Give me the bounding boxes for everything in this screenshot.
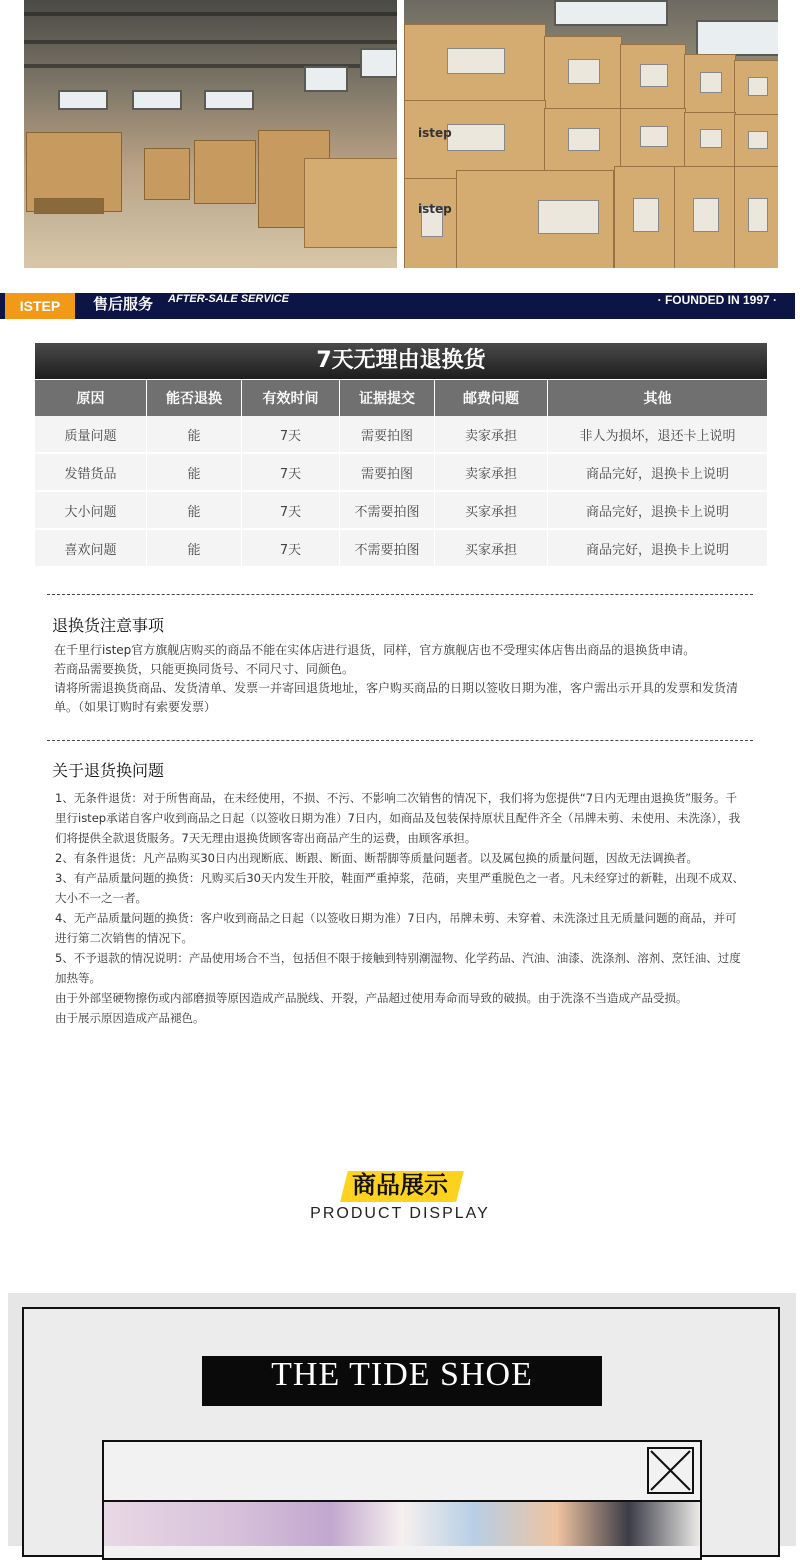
banner-title-en: AFTER-SALE SERVICE bbox=[168, 293, 290, 305]
table-cell: 卖家承担 bbox=[435, 454, 548, 492]
box-stack bbox=[144, 148, 190, 200]
after-sale-banner bbox=[0, 293, 795, 319]
policy-title: 7天无理由退换货 bbox=[35, 343, 767, 379]
about-title: 关于退货换问题 bbox=[52, 761, 165, 780]
box bbox=[674, 166, 736, 268]
notice-line: 在千里行istep官方旗舰店购买的商品不能在实体店进行退货，同样，官方旗舰店也不受理实体店售出商品的退换货申请。 bbox=[54, 643, 696, 657]
table-cell: 商品完好，退换卡上说明 bbox=[548, 492, 767, 530]
notice-text bbox=[54, 641, 744, 717]
table-cell: 能 bbox=[147, 454, 242, 492]
warehouse-photo-left bbox=[24, 0, 397, 268]
table-cell: 需要拍图 bbox=[340, 416, 435, 454]
box bbox=[544, 108, 622, 174]
box bbox=[404, 178, 458, 268]
about-line: 由于外部坚硬物擦伤或内部磨损等原因造成产品脱线、开裂，产品超过使用寿命而导致的破损。由于洗涤不当造成产品受损。 bbox=[55, 991, 688, 1005]
table-header: 能否退换 bbox=[147, 380, 242, 416]
table-cell: 非人为损坏，退还卡上说明 bbox=[548, 416, 767, 454]
table-cell: 质量问题 bbox=[35, 416, 147, 454]
notice-line: 若商品需要换货，只能更换同货号、不同尺寸、同颜色。 bbox=[54, 662, 355, 676]
table-row bbox=[35, 492, 767, 530]
table-cell: 需要拍图 bbox=[340, 454, 435, 492]
brand-logo: ISTEP bbox=[5, 293, 75, 319]
policy-table bbox=[35, 380, 767, 568]
dashed-divider bbox=[47, 740, 753, 741]
about-line: 2、有条件退货：凡产品购买30日内出现断底、断跟、断面、断帮脚等质量问题者。以及属包换的质量问题，因故无法调换者。 bbox=[55, 851, 698, 865]
table-cell: 卖家承担 bbox=[435, 416, 548, 454]
table-header-row bbox=[35, 380, 767, 416]
box bbox=[544, 36, 622, 110]
warehouse-window bbox=[132, 90, 182, 110]
table-header: 其他 bbox=[548, 380, 767, 416]
table-row bbox=[35, 530, 767, 568]
about-line: 4、无产品质量问题的换货：客户收到商品之日起（以签收日期为准）7日内，吊牌未剪、未穿着、未洗涤过且无质量问题的商品，并可进行第二次销售的情况下。 bbox=[55, 911, 737, 945]
table-cell: 能 bbox=[147, 530, 242, 568]
table-cell: 买家承担 bbox=[435, 492, 548, 530]
box bbox=[404, 24, 546, 102]
banner-title-cn: 售后服务 bbox=[93, 295, 154, 313]
box-stack bbox=[304, 158, 397, 248]
table-cell: 7天 bbox=[242, 492, 340, 530]
box bbox=[456, 170, 614, 268]
product-photo bbox=[104, 1502, 700, 1546]
box bbox=[734, 60, 778, 116]
box-brand-label: istep bbox=[418, 202, 452, 216]
dashed-divider bbox=[47, 594, 753, 595]
product-display-title bbox=[346, 1165, 454, 1200]
roof-beam bbox=[24, 12, 397, 16]
table-cell: 发错货品 bbox=[35, 454, 147, 492]
box bbox=[404, 100, 546, 180]
roof-beam bbox=[24, 40, 397, 44]
pallet bbox=[34, 198, 104, 214]
table-cell: 7天 bbox=[242, 454, 340, 492]
box-stack bbox=[194, 140, 256, 204]
about-text bbox=[55, 788, 745, 1028]
table-header: 证据提交 bbox=[340, 380, 435, 416]
table-cell: 能 bbox=[147, 492, 242, 530]
box bbox=[684, 54, 736, 114]
box bbox=[734, 114, 778, 168]
notice-line: 请将所需退换货商品、发货清单、发票一并寄回退货地址，客户购买商品的日期以签收日期为准，客户需出示开具的发票和发货清单。（如果订购时有索要发票） bbox=[54, 681, 739, 714]
table-cell: 能 bbox=[147, 416, 242, 454]
banner-founded: · FOUNDED IN 1997 · bbox=[657, 293, 777, 307]
warehouse-photo-right bbox=[404, 0, 778, 268]
warehouse-window bbox=[554, 0, 668, 26]
about-line: 3、有产品质量问题的换货：凡购买后30天内发生开胶，鞋面严重掉浆，范硝，夹里严重脱色之一者。凡未经穿过的新鞋，出现不成双、大小不一之一者。 bbox=[55, 871, 744, 905]
box-brand-label: istep bbox=[418, 126, 452, 140]
box bbox=[614, 166, 676, 268]
warehouse-window bbox=[304, 66, 348, 92]
table-cell: 喜欢问题 bbox=[35, 530, 147, 568]
table-header: 原因 bbox=[35, 380, 147, 416]
product-display-heading bbox=[0, 1165, 800, 1200]
about-line: 5、不予退款的情况说明：产品使用场合不当，包括但不限于接触到特别潮湿物、化学药品、汽油、油漆、洗涤剂、溶剂、烹饪油、过度加热等。 bbox=[55, 951, 741, 985]
table-cell: 7天 bbox=[242, 416, 340, 454]
table-header: 邮费问题 bbox=[435, 380, 548, 416]
table-cell: 不需要拍图 bbox=[340, 492, 435, 530]
close-icon bbox=[647, 1447, 694, 1494]
box bbox=[620, 44, 686, 110]
box bbox=[620, 108, 686, 168]
about-line: 由于展示原因造成产品褪色。 bbox=[55, 1011, 205, 1025]
box bbox=[734, 166, 778, 268]
table-row bbox=[35, 416, 767, 454]
table-cell: 大小问题 bbox=[35, 492, 147, 530]
product-display-title-text: 商品展示 bbox=[352, 1171, 448, 1199]
showcase-headline: THE TIDE SHOE bbox=[202, 1356, 602, 1406]
table-row bbox=[35, 454, 767, 492]
table-cell: 商品完好，退换卡上说明 bbox=[548, 454, 767, 492]
warehouse-window bbox=[58, 90, 108, 110]
notice-title: 退换货注意事项 bbox=[52, 616, 165, 635]
box bbox=[684, 112, 736, 168]
warehouse-window bbox=[204, 90, 254, 110]
table-cell: 买家承担 bbox=[435, 530, 548, 568]
table-cell: 不需要拍图 bbox=[340, 530, 435, 568]
table-cell: 7天 bbox=[242, 530, 340, 568]
about-line: 1、无条件退货：对于所售商品，在未经使用，不损、不污、不影响二次销售的情况下，我们将为您提供“7日内无理由退换货”服务。千里行istep承诺自客户收到商品之日起（以签收日期为准）7日内，如商品及包装保持原状且配件齐全（吊牌未剪、未使用、未洗涤），我们将提供全款退货服务。7天无理由退换货顾客寄出商品产生的运费，由顾客承担。 bbox=[55, 791, 741, 845]
warehouse-window bbox=[360, 48, 397, 78]
table-header: 有效时间 bbox=[242, 380, 340, 416]
warehouse-window bbox=[696, 20, 778, 56]
product-display-subtitle: PRODUCT DISPLAY bbox=[310, 1205, 490, 1222]
table-cell: 商品完好，退换卡上说明 bbox=[548, 530, 767, 568]
